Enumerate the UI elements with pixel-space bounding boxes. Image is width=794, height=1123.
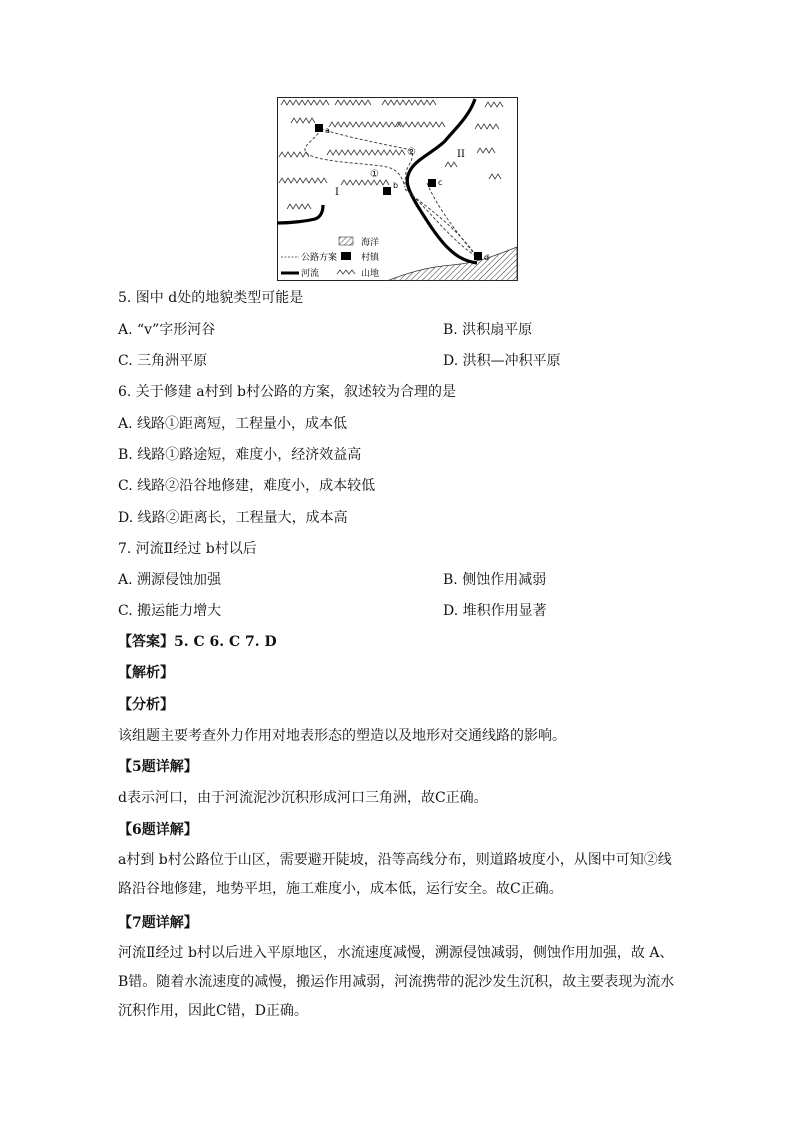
label-c: c [438, 178, 443, 187]
label-a: a [325, 126, 330, 135]
question-7-option-b: B. 侧蚀作用减弱 [443, 572, 547, 588]
question-7-option-a: A. 溯源侵蚀加强 [118, 572, 222, 588]
village-b-icon [383, 187, 391, 195]
analysis-subtitle: 【分析】 [118, 697, 174, 713]
question-5-option-d: D. 洪积—冲积平原 [443, 353, 561, 369]
svg-text:村镇: 村镇 [361, 253, 380, 263]
detail-7-title: 【7题详解】 [118, 915, 198, 931]
svg-text:公路方案: 公路方案 [301, 253, 338, 263]
detail-6-title: 【6题详解】 [118, 822, 198, 838]
village-a-icon [315, 124, 323, 132]
label-river-i: I [335, 187, 339, 198]
detail-7-text: 河流Ⅱ经过 b村以后进入平原地区，水流速度减慢，溯源侵蚀减弱，侧蚀作用加强，故 A、B错。随着水流速度的减慢，搬运作用减弱，河流携带的泥沙发生沉积，故主要表现为流水沉积作用，因此C错，D正确。 [118, 945, 675, 1019]
village-c-icon [428, 179, 436, 187]
question-5-stem: 5. 图中 d处的地貌类型可能是 [118, 290, 304, 306]
label-river-ii: II [457, 149, 465, 160]
analysis-text: 该组题主要考查外力作用对地表形态的塑造以及地形对交通线路的影响。 [118, 728, 566, 744]
question-5-option-a: A. “v”字形河谷 [118, 322, 216, 338]
svg-text:河流: 河流 [301, 269, 320, 279]
question-7-stem: 7. 河流Ⅱ经过 b村以后 [118, 541, 257, 557]
svg-text:海洋: 海洋 [361, 238, 380, 248]
svg-text:山地: 山地 [361, 269, 380, 279]
question-6-option-a: A. 线路①距离短，工程量小，成本低 [118, 416, 348, 432]
detail-5-text: d表示河口，由于河流泥沙沉积形成河口三角洲，故C正确。 [118, 790, 488, 806]
question-6-option-b: B. 线路①路途短，难度小，经济效益高 [118, 447, 362, 463]
geography-map-figure [277, 97, 518, 281]
answer-key: 【答案】5. C 6. C 7. D [118, 634, 277, 650]
question-6-option-c: C. 线路②沿谷地修建，难度小，成本较低 [118, 478, 376, 494]
analysis-title: 【解析】 [118, 665, 174, 681]
label-route-1: ① [370, 169, 379, 180]
label-b: b [393, 181, 399, 190]
village-d-icon [474, 252, 482, 260]
question-7-option-d: D. 堆积作用显著 [443, 603, 547, 619]
question-5-option-b: B. 洪积扇平原 [443, 322, 533, 338]
question-6-stem: 6. 关于修建 a村到 b村公路的方案，叙述较为合理的是 [118, 384, 457, 400]
question-7-option-c: C. 搬运能力增大 [118, 603, 222, 619]
label-d: d [484, 253, 490, 262]
detail-5-title: 【5题详解】 [118, 759, 198, 775]
question-5-option-c: C. 三角洲平原 [118, 353, 208, 369]
label-route-2: ② [407, 147, 416, 158]
question-6-option-d: D. 线路②距离长，工程量大，成本高 [118, 510, 348, 526]
detail-6-text: a村到 b村公路位于山区，需要避开陡坡，沿等高线分布，则道路坡度小，从图中可知②线路沿谷地修建，地势平坦，施工难度小，成本低，运行安全。故C正确。 [118, 852, 672, 897]
